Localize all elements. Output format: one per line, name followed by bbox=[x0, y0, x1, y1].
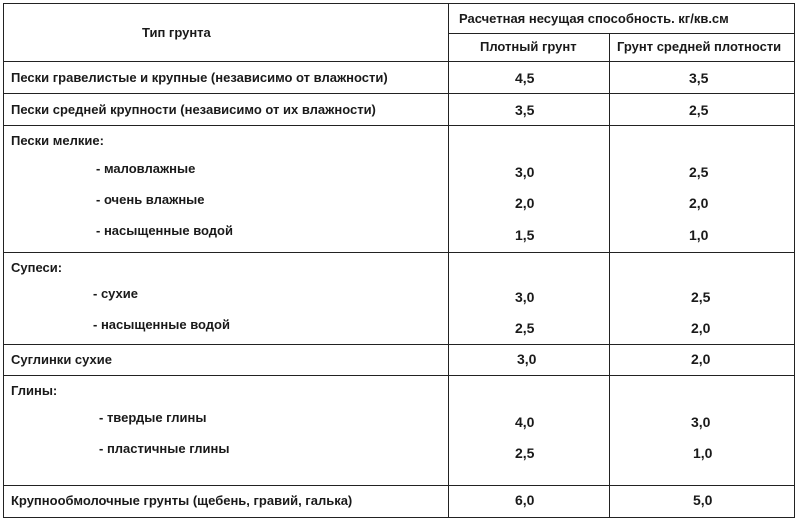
row-label: Пески средней крупности (независимо от их влажности) bbox=[11, 102, 376, 117]
capacity-header: Расчетная несущая способность. кг/кв.см bbox=[459, 11, 729, 26]
soil-type-header: Тип грунта bbox=[142, 25, 211, 40]
dense-value: 6,0 bbox=[515, 492, 535, 508]
dense-value: 2,5 bbox=[515, 445, 535, 461]
medium-value: 3,5 bbox=[689, 70, 709, 86]
medium-value: 2,5 bbox=[689, 164, 709, 180]
group-label: Глины: bbox=[11, 383, 58, 398]
dense-value: 1,5 bbox=[515, 227, 535, 243]
column-divider-2 bbox=[609, 33, 610, 518]
row-divider bbox=[3, 93, 795, 94]
sub-row-label: - насыщенные водой bbox=[93, 317, 230, 332]
header-subdivider bbox=[448, 33, 795, 34]
sub-row-label: - твердые глины bbox=[99, 410, 207, 425]
medium-value: 5,0 bbox=[693, 492, 713, 508]
medium-value: 1,0 bbox=[693, 445, 713, 461]
medium-value: 2,0 bbox=[691, 351, 711, 367]
dense-value: 2,0 bbox=[515, 195, 535, 211]
row-label: Пески гравелистые и крупные (независимо от влажности) bbox=[11, 70, 388, 85]
row-label: Суглинки сухие bbox=[11, 352, 112, 367]
row-divider bbox=[3, 61, 795, 62]
row-divider bbox=[3, 252, 795, 253]
medium-value: 1,0 bbox=[689, 227, 709, 243]
row-divider bbox=[3, 125, 795, 126]
row-divider bbox=[3, 485, 795, 486]
medium-value: 2,0 bbox=[689, 195, 709, 211]
column-divider-1 bbox=[448, 3, 449, 518]
medium-soil-header: Грунт средней плотности bbox=[617, 39, 782, 54]
dense-value: 4,0 bbox=[515, 414, 535, 430]
medium-value: 2,0 bbox=[691, 320, 711, 336]
sub-row-label: - маловлажные bbox=[96, 161, 196, 176]
dense-value: 3,0 bbox=[517, 351, 537, 367]
dense-value: 3,0 bbox=[515, 289, 535, 305]
dense-soil-header: Плотный грунт bbox=[480, 39, 577, 54]
group-label: Супеси: bbox=[11, 260, 63, 275]
row-divider bbox=[3, 344, 795, 345]
row-label: Крупнообмолочные грунты (щебень, гравий, галька) bbox=[11, 493, 353, 508]
row-divider bbox=[3, 375, 795, 376]
dense-value: 4,5 bbox=[515, 70, 535, 86]
sub-row-label: - очень влажные bbox=[96, 192, 205, 207]
dense-value: 3,5 bbox=[515, 102, 535, 118]
dense-value: 3,0 bbox=[515, 164, 535, 180]
sub-row-label: - насыщенные водой bbox=[96, 223, 233, 238]
dense-value: 2,5 bbox=[515, 320, 535, 336]
medium-value: 2,5 bbox=[689, 102, 709, 118]
group-label: Пески мелкие: bbox=[11, 133, 104, 148]
medium-value: 2,5 bbox=[691, 289, 711, 305]
sub-row-label: - сухие bbox=[93, 286, 139, 301]
sub-row-label: - пластичные глины bbox=[99, 441, 230, 456]
medium-value: 3,0 bbox=[691, 414, 711, 430]
